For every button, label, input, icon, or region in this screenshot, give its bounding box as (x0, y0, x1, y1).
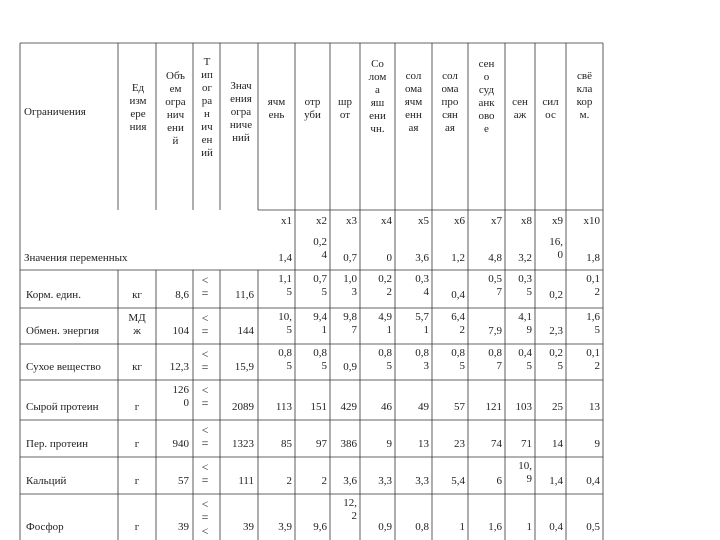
row-coefficient-x7: 0,8 7 (488, 347, 502, 372)
header-var-x8: x8 (521, 215, 532, 227)
row-coefficient-x3: 1,0 3 (343, 273, 357, 298)
row-coefficient-x6: 23 (454, 438, 465, 450)
variable-value-x1: 1,4 (278, 252, 292, 264)
header-var-x3: x3 (346, 215, 357, 227)
row-coefficient-x6: 6,4 2 (451, 311, 465, 336)
header-volume: Объ ем огра нич ени й (165, 70, 186, 147)
row-coefficient-x9: 14 (552, 438, 563, 450)
variable-value-x10: 1,8 (586, 252, 600, 264)
row-name: Кальций (26, 475, 67, 487)
row-coefficient-x2: 0,8 5 (313, 347, 327, 372)
variable-value-x2: 0,2 4 (313, 236, 327, 261)
header-col-2: отр уби (304, 96, 321, 121)
row-unit: кг (132, 361, 142, 373)
row-coefficient-x10: 0,1 2 (586, 273, 600, 298)
row-coefficient-x2: 9,4 1 (313, 311, 327, 336)
header-col-6: сол ома про сян ая (441, 70, 459, 134)
row-constraint-type: < = (201, 347, 209, 374)
row-coefficient-x1: 113 (275, 401, 292, 413)
row-coefficient-x9: 0,2 5 (549, 347, 563, 372)
row-volume: 940 (172, 438, 189, 450)
header-col-5: сол ома ячм енн ая (404, 70, 423, 134)
row-constraint-value: 2089 (232, 401, 254, 413)
variable-value-x7: 4,8 (488, 252, 502, 264)
row-coefficient-x8: 10, 9 (518, 460, 532, 485)
row-coefficient-x4: 3,3 (378, 475, 392, 487)
row-coefficient-x8: 103 (515, 401, 532, 413)
row-coefficient-x3: 3,6 (343, 475, 357, 487)
row-constraint-type: < = (201, 383, 209, 410)
row-coefficient-x5: 49 (418, 401, 429, 413)
variable-value-x5: 3,6 (415, 252, 429, 264)
row-coefficient-x4: 9 (386, 438, 392, 450)
variable-value-x6: 1,2 (451, 252, 465, 264)
row-coefficient-x8: 4,1 9 (518, 311, 532, 336)
header-col-7: сен о суд анк ово е (478, 58, 495, 135)
row-coefficient-x4: 0,2 2 (378, 273, 392, 298)
row-coefficient-x6: 57 (454, 401, 465, 413)
row-coefficient-x4: 46 (381, 401, 392, 413)
row-coefficient-x5: 0,8 3 (415, 347, 429, 372)
row-coefficient-x1: 0,8 5 (278, 347, 292, 372)
row-coefficient-x8: 1 (526, 521, 532, 533)
row-coefficient-x7: 6 (496, 475, 502, 487)
row-coefficient-x4: 0,8 5 (378, 347, 392, 372)
row-volume: 126 0 (172, 384, 189, 409)
row-unit: кг (132, 289, 142, 301)
row-coefficient-x10: 13 (589, 401, 600, 413)
header-var-x9: x9 (552, 215, 563, 227)
header-value: Знач ения огра ниче ний (229, 80, 253, 144)
row-name: Корм. един. (26, 289, 81, 301)
header-var-x4: x4 (381, 215, 392, 227)
variable-value-x9: 16, 0 (549, 236, 563, 261)
header-col-10: свё кла кор м. (576, 70, 593, 121)
row-coefficient-x6: 1 (459, 521, 465, 533)
row-coefficient-x9: 0,4 (549, 521, 563, 533)
row-unit: г (134, 438, 140, 450)
row-constraint-type: < = (201, 311, 209, 338)
row-coefficient-x7: 0,5 7 (488, 273, 502, 298)
row-volume: 104 (172, 325, 189, 337)
variables-row-label: Значения переменных (24, 252, 128, 264)
row-constraint-value: 39 (243, 521, 254, 533)
row-constraint-value: 11,6 (235, 289, 254, 301)
row-volume: 39 (178, 521, 189, 533)
row-coefficient-x10: 0,4 (586, 475, 600, 487)
row-coefficient-x10: 0,1 2 (586, 347, 600, 372)
row-coefficient-x4: 0,9 (378, 521, 392, 533)
header-var-x10: x10 (583, 215, 600, 227)
row-coefficient-x5: 3,3 (415, 475, 429, 487)
row-constraint-value: 111 (238, 475, 254, 487)
row-coefficient-x7: 74 (491, 438, 502, 450)
row-coefficient-x6: 0,4 (451, 289, 465, 301)
row-constraint-type: < = (201, 460, 209, 487)
header-col-4: Со лом а яш ени чн. (368, 58, 387, 135)
row-unit: г (134, 475, 140, 487)
header-var-x6: x6 (454, 215, 465, 227)
row-coefficient-x7: 121 (485, 401, 502, 413)
row-name: Фосфор (26, 521, 64, 533)
row-coefficient-x9: 1,4 (549, 475, 563, 487)
row-coefficient-x1: 10, 5 (278, 311, 292, 336)
row-coefficient-x3: 0,9 (343, 361, 357, 373)
variable-value-x8: 3,2 (518, 252, 532, 264)
header-col-9: сил ос (542, 96, 559, 121)
header-var-x7: x7 (491, 215, 502, 227)
row-coefficient-x5: 0,8 (415, 521, 429, 533)
header-col-1: ячм ень (267, 96, 286, 121)
row-coefficient-x7: 1,6 (488, 521, 502, 533)
row-constraint-value: 15,9 (234, 361, 254, 373)
header-col-3: шр от (338, 96, 352, 121)
row-name: Обмен. энергия (26, 325, 100, 337)
row-coefficient-x3: 386 (340, 438, 357, 450)
header-unit: Ед изм ере ния (129, 82, 147, 133)
row-constraint-value: 1323 (232, 438, 254, 450)
row-coefficient-x1: 2 (286, 475, 292, 487)
row-coefficient-x9: 25 (552, 401, 563, 413)
row-volume: 12,3 (169, 361, 189, 373)
row-coefficient-x7: 7,9 (488, 325, 502, 337)
row-coefficient-x5: 13 (418, 438, 429, 450)
row-volume: 57 (178, 475, 189, 487)
variable-value-x4: 0 (386, 252, 392, 264)
row-constraint-type: < = (201, 497, 209, 524)
row-coefficient-x3: 429 (340, 401, 357, 413)
row-coefficient-x6: 0,8 5 (451, 347, 465, 372)
trailing-constraint-type: < (201, 524, 209, 538)
header-var-x5: x5 (418, 215, 429, 227)
row-unit: МД ж (128, 312, 146, 337)
row-coefficient-x5: 5,7 1 (415, 311, 429, 336)
row-coefficient-x3: 12, 2 (343, 497, 357, 522)
row-coefficient-x1: 3,9 (278, 521, 292, 533)
header-var-x2: x2 (316, 215, 327, 227)
row-constraint-type: < = (201, 273, 209, 300)
header-type: Т ип ог ра н ич ен ий (201, 56, 213, 159)
row-coefficient-x5: 0,3 4 (415, 273, 429, 298)
variable-value-x3: 0,7 (343, 252, 357, 264)
row-coefficient-x2: 151 (310, 401, 327, 413)
row-coefficient-x8: 0,4 5 (518, 347, 532, 372)
row-volume: 8,6 (175, 289, 189, 301)
header-title: Ограничения (24, 106, 86, 118)
row-constraint-type: < = (201, 423, 209, 450)
row-coefficient-x2: 97 (316, 438, 327, 450)
row-coefficient-x10: 0,5 (586, 521, 600, 533)
row-coefficient-x2: 2 (321, 475, 327, 487)
row-coefficient-x1: 1,1 5 (278, 273, 292, 298)
row-coefficient-x1: 85 (281, 438, 292, 450)
row-coefficient-x6: 5,4 (451, 475, 465, 487)
row-name: Сырой протеин (26, 401, 99, 413)
row-name: Пер. протеин (26, 438, 89, 450)
row-name: Сухое вещество (26, 361, 101, 373)
row-coefficient-x8: 0,3 5 (518, 273, 532, 298)
header-col-8: сен аж (512, 96, 528, 121)
row-coefficient-x9: 0,2 (549, 289, 563, 301)
row-coefficient-x10: 9 (594, 438, 600, 450)
row-unit: г (134, 521, 140, 533)
row-coefficient-x4: 4,9 1 (378, 311, 392, 336)
header-var-x1: x1 (281, 215, 292, 227)
row-coefficient-x2: 0,7 5 (313, 273, 327, 298)
row-coefficient-x2: 9,6 (313, 521, 327, 533)
row-unit: г (134, 401, 140, 413)
row-coefficient-x3: 9,8 7 (343, 311, 357, 336)
row-coefficient-x9: 2,3 (549, 325, 563, 337)
row-coefficient-x10: 1,6 5 (586, 311, 600, 336)
row-coefficient-x8: 71 (521, 438, 532, 450)
row-constraint-value: 144 (237, 325, 254, 337)
